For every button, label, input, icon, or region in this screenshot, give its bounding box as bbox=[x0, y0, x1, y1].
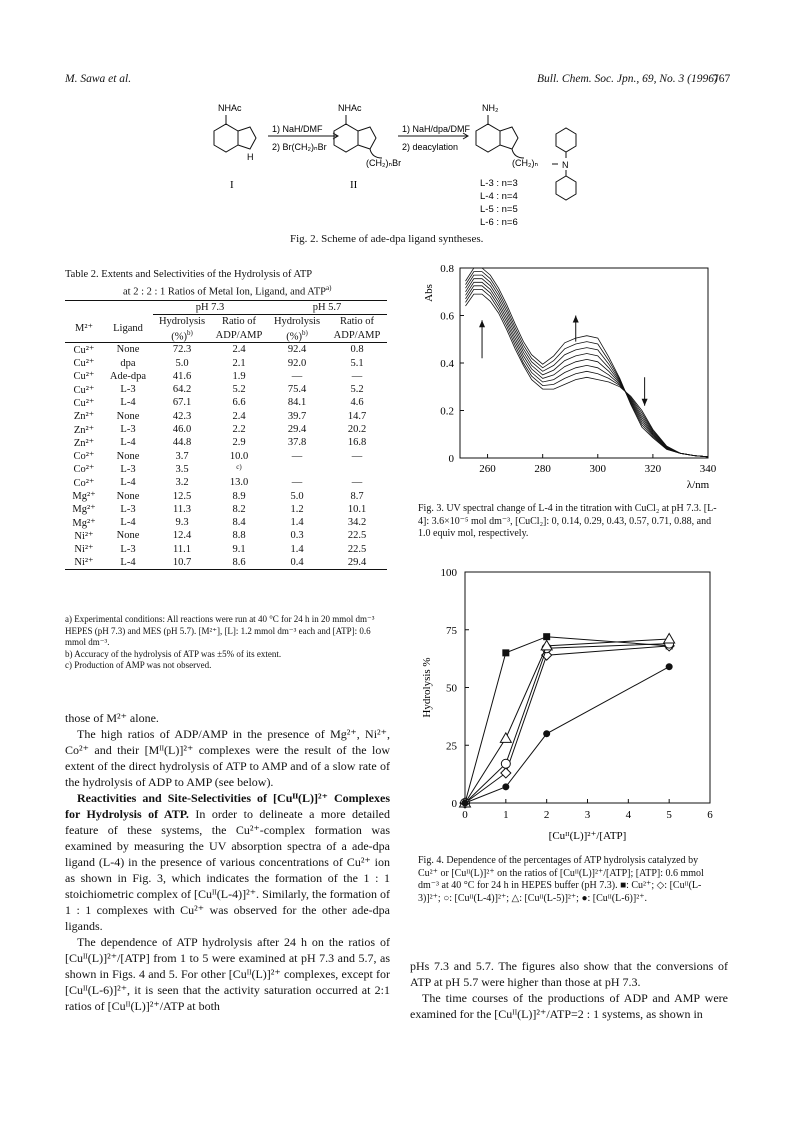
table2-hyd-unit-73: (%) bbox=[171, 331, 187, 343]
table-cell: L-3 bbox=[120, 503, 136, 515]
table-row bbox=[65, 463, 387, 476]
fig3-xtick-label: 340 bbox=[699, 463, 717, 475]
table-cell: 8.7 bbox=[350, 490, 364, 502]
table-cell: 42.3 bbox=[172, 410, 192, 422]
scheme-drawing bbox=[190, 96, 630, 231]
table-cell: 29.4 bbox=[287, 424, 307, 436]
table-cell: — bbox=[291, 477, 303, 489]
fig4-caption: Fig. 4. Dependence of the percentages of ATP hydrolysis catalyzed by Cu²⁺ or [Cuᴵᴵ(L)]²⁺ on the ratios of [Cuᴵᴵ(L)]²⁺/[ATP]; [ATP]: 0.6 mmol dm⁻³ at 40 °C for 24 h in HEPES buffer (pH 7.3). ■: Cu²⁺; ◇: [Cuᴵᴵ(L-3)]²⁺; ○: [Cuᴵᴵ(L-4)]²⁺; △: [Cuᴵᴵ(L-5)]²⁺; ●: [Cuᴵᴵ(L-6)]²⁺. bbox=[418, 855, 704, 904]
running-header-authors: M. Sawa et al. bbox=[65, 73, 132, 85]
table-cell: 8.9 bbox=[232, 490, 246, 502]
fig4-chart bbox=[410, 562, 735, 852]
table-row bbox=[65, 396, 387, 409]
table-row bbox=[65, 449, 387, 462]
table-cell: Ni²⁺ bbox=[74, 544, 94, 556]
section-heading: Reactivities and Site-Selectivities of [Cuᴵᴵ(L)]²⁺ Complexes for Hydrolysis of ATP. bbox=[65, 791, 390, 821]
table2-col-ratio2-57: ADP/AMP bbox=[333, 329, 381, 341]
table-row bbox=[65, 370, 387, 383]
fig4-xtick-label: 0 bbox=[462, 809, 468, 821]
fig3-chart bbox=[410, 258, 735, 498]
fig4-xlabel: [Cuᴵᴵ(L)]²⁺/[ATP] bbox=[548, 830, 627, 842]
table-cell: — bbox=[351, 450, 363, 462]
table-cell: Cu²⁺ bbox=[73, 344, 95, 356]
table-cell: Cu²⁺ bbox=[73, 371, 95, 383]
table-row bbox=[65, 410, 387, 423]
table-cell: 3.5 bbox=[175, 463, 189, 475]
table2-grid bbox=[65, 301, 387, 569]
fig3-series-line bbox=[466, 272, 709, 457]
table-cell: 20.2 bbox=[347, 424, 367, 436]
table2-group-ph57: pH 5.7 bbox=[267, 301, 387, 315]
table-cell: 44.8 bbox=[172, 437, 192, 449]
fig4-marker-filled-circle bbox=[543, 730, 550, 737]
table-cell: Zn²⁺ bbox=[73, 424, 95, 436]
table2-title-line1: Table 2. Extents and Selectivities of the Hydrolysis of ATP bbox=[65, 269, 313, 280]
table-row bbox=[65, 503, 387, 516]
table2-col-hyd-57: Hydrolysis bbox=[273, 316, 321, 328]
table2-body bbox=[65, 343, 387, 570]
table2-col-ratio-73: Ratio of bbox=[221, 316, 257, 328]
table-cell: None bbox=[116, 530, 140, 542]
table-cell: c) bbox=[236, 462, 242, 471]
table2-col-ratio2-73: ADP/AMP bbox=[215, 329, 263, 341]
table-cell: None bbox=[116, 450, 140, 462]
fig3-xtick-label: 320 bbox=[644, 463, 662, 475]
table-cell: 41.6 bbox=[172, 370, 192, 382]
table2-title-sup: a) bbox=[325, 283, 332, 292]
table2-group-ph73: pH 7.3 bbox=[153, 301, 267, 315]
body-para-2-text: In order to delineate a more detailed feature of these systems, the Cu²⁺-complex formation was examined by measuring the UV absorption spectra of a ade-dpa ligand (L-4) in the presence of various concentrations of Cu²⁺ ion as shown in Fig. 3, which indicates the formation of the 1 : 1 stoichiometric complex of [Cuᴵᴵ(L-4)]²⁺. Similarly, the formation of 1 : 1 complexes with Cu²⁺ was observed for the other ade-dpa ligands. bbox=[65, 807, 391, 933]
table-cell: 2.2 bbox=[232, 424, 246, 436]
table-cell: 5.1 bbox=[350, 357, 364, 369]
table-cell: — bbox=[291, 370, 303, 382]
scheme-nh2: NH₂ bbox=[482, 103, 499, 113]
right-column-text bbox=[410, 958, 728, 1022]
scheme-ligand-l4: L-4 : n=4 bbox=[480, 191, 518, 202]
fig4-marker-square bbox=[502, 649, 509, 656]
table-cell: 10.7 bbox=[172, 556, 192, 568]
table-row bbox=[65, 436, 387, 449]
table-cell: 5.2 bbox=[350, 384, 364, 396]
table-cell: 12.4 bbox=[172, 530, 192, 542]
table-cell: L-4 bbox=[120, 517, 136, 529]
table-cell: 5.0 bbox=[290, 490, 304, 502]
fig4-ytick-label: 50 bbox=[446, 682, 457, 695]
table-cell: Mg²⁺ bbox=[72, 504, 96, 516]
table-cell: 11.1 bbox=[173, 543, 191, 555]
table-cell: 4.6 bbox=[350, 397, 364, 409]
fig4-series-line bbox=[465, 637, 669, 803]
fig3-arrow-up-1-head bbox=[479, 320, 485, 327]
table2-col-ratio-57: Ratio of bbox=[339, 316, 375, 328]
table2-footnotes bbox=[65, 614, 387, 672]
table-cell: 75.4 bbox=[287, 384, 307, 396]
table-row bbox=[65, 556, 387, 569]
fig3-ytick-label: 0 bbox=[448, 453, 454, 465]
fig4-marker-triangle bbox=[664, 633, 675, 643]
table-cell: 0.8 bbox=[350, 344, 364, 356]
fig4-marker-diamond bbox=[501, 768, 511, 778]
scheme-nhac-2: NHAc bbox=[338, 103, 362, 113]
table-cell bbox=[267, 463, 327, 476]
table-cell: L-3 bbox=[120, 463, 136, 475]
table-cell: Mg²⁺ bbox=[72, 517, 96, 529]
table2-hyd-unit-57: (%) bbox=[286, 331, 302, 343]
table-cell: 84.1 bbox=[287, 397, 307, 409]
scheme-ligand-l5: L-5 : n=5 bbox=[480, 204, 518, 215]
table-cell: 2.4 bbox=[232, 410, 246, 422]
fig4-marker-filled-circle bbox=[666, 663, 673, 670]
table-cell: 37.8 bbox=[287, 437, 307, 449]
table2-footnote-a: a) Experimental conditions: All reactions were run at 40 °C for 24 h in 20 mmol dm⁻³ HEPES (pH 7.3) and MES (pH 5.7). [M²⁺], [L]: 1.2 mmol dm⁻³ each and [ATP]: 0.6 mmol dm⁻³. bbox=[65, 614, 375, 647]
fig4-series-line bbox=[465, 644, 669, 803]
table-cell: Co²⁺ bbox=[73, 477, 95, 489]
table-row bbox=[65, 476, 387, 489]
fig3-ytick-label: 0.6 bbox=[440, 310, 454, 323]
table-cell: 8.2 bbox=[232, 503, 246, 515]
fig4-ylabel: Hydrolysis % bbox=[421, 657, 433, 718]
table-cell: 10.1 bbox=[347, 503, 367, 515]
fig4-ytick-label: 0 bbox=[451, 798, 457, 810]
scheme-h: H bbox=[247, 152, 254, 162]
table-cell: Ade-dpa bbox=[109, 370, 147, 382]
body-para-1: The high ratios of ADP/AMP in the presence of Mg²⁺, Ni²⁺, Co²⁺ and their [Mᴵᴵ(L)]²⁺ complexes were the result of the low extent of the direct hydrolysis of ATP to AMP and of a slow rate of the hydrolysis of ADP to AMP (see below). bbox=[65, 727, 390, 789]
table-cell: 14.7 bbox=[347, 410, 367, 422]
table2-col-ligand: Ligand bbox=[113, 322, 143, 334]
fig3-ylabel: Abs bbox=[423, 284, 435, 302]
table-cell: — bbox=[291, 450, 303, 462]
fig4-ytick-label: 75 bbox=[446, 624, 457, 637]
table-cell: 29.4 bbox=[347, 556, 367, 568]
scheme-step2a: 1) NaH/dpa/DMF bbox=[402, 124, 471, 134]
table-cell: 13.0 bbox=[229, 477, 249, 489]
fig4-marker-square bbox=[543, 633, 550, 640]
table2-title-line2 bbox=[65, 282, 385, 299]
table-cell: 2.1 bbox=[232, 357, 246, 369]
table-cell: Co²⁺ bbox=[73, 451, 95, 463]
fig4-marker-triangle bbox=[500, 733, 511, 743]
table-cell: 3.2 bbox=[175, 477, 189, 489]
table2-col-hyd-73: Hydrolysis bbox=[158, 316, 206, 328]
body-para-0: those of M²⁺ alone. bbox=[65, 711, 159, 725]
table2-hyd-sup-57: b) bbox=[301, 328, 308, 337]
table-cell: L-4 bbox=[120, 397, 136, 409]
fig3-series-line bbox=[466, 282, 709, 457]
table-cell: 92.0 bbox=[287, 357, 307, 369]
fig3-xlabel: λ/nm bbox=[686, 479, 710, 491]
table-row bbox=[65, 343, 387, 357]
table-row bbox=[65, 529, 387, 542]
fig4-xtick-label: 4 bbox=[625, 809, 632, 821]
table-cell: Co²⁺ bbox=[73, 464, 95, 476]
fig4-series-line bbox=[465, 639, 669, 803]
table-cell: 2.4 bbox=[232, 344, 246, 356]
fig3-series-line bbox=[466, 294, 709, 457]
fig3-xtick-label: 300 bbox=[589, 463, 607, 475]
table-cell: 3.7 bbox=[175, 450, 189, 462]
table-cell: 5.0 bbox=[175, 357, 189, 369]
fig2-caption: Fig. 2. Scheme of ade-dpa ligand syntheses. bbox=[290, 233, 484, 245]
table2-col-metal: M²⁺ bbox=[74, 323, 94, 335]
fig4-xtick-label: 2 bbox=[543, 809, 550, 821]
fig4-marker-open-circle bbox=[501, 759, 510, 768]
table-cell: — bbox=[351, 370, 363, 382]
fig4-ytick-label: 25 bbox=[446, 740, 457, 753]
fig4-svg bbox=[410, 562, 735, 852]
table-cell: L-4 bbox=[120, 556, 136, 568]
table2-footnote-c: c) Production of AMP was not observed. bbox=[65, 660, 212, 670]
fig3-ytick-label: 0.8 bbox=[440, 263, 454, 275]
table-cell: Cu²⁺ bbox=[73, 397, 95, 409]
table-cell: 0.3 bbox=[290, 530, 304, 542]
table-cell: 34.2 bbox=[347, 517, 367, 529]
scheme-nhac-1: NHAc bbox=[218, 103, 242, 113]
fig3-arrow-down-head bbox=[642, 399, 648, 406]
table-cell: dpa bbox=[120, 357, 136, 369]
scheme-chain: (CH₂)ₙ bbox=[512, 158, 539, 168]
table2-title bbox=[65, 268, 385, 299]
table-cell: 46.0 bbox=[172, 424, 192, 436]
fig4-series-line bbox=[465, 667, 669, 803]
running-header-page: 767 bbox=[713, 73, 731, 85]
fig3-ytick-label: 0.4 bbox=[440, 358, 454, 370]
left-column-text bbox=[65, 710, 390, 1014]
table-cell: None bbox=[116, 410, 140, 422]
fig4-xtick-label: 5 bbox=[666, 809, 672, 821]
scheme-ligand-l3: L-3 : n=3 bbox=[480, 178, 518, 189]
scheme-chain-br: (CH₂)ₙBr bbox=[366, 158, 402, 168]
table2-col-hyd-unit-73 bbox=[153, 329, 211, 343]
table-cell: L-4 bbox=[120, 477, 136, 489]
table2-title-line2-text: at 2 : 2 : 1 Ratios of Metal Ion, Ligand, and ATP bbox=[123, 286, 326, 297]
table-cell: 1.4 bbox=[290, 543, 304, 555]
fig3-ytick-label: 0.2 bbox=[440, 405, 454, 418]
table2-hyd-sup-73: b) bbox=[186, 328, 193, 337]
table-cell: L-3 bbox=[120, 424, 136, 436]
table-cell: 9.3 bbox=[175, 517, 189, 529]
table-cell: 39.7 bbox=[287, 410, 307, 422]
fig3-svg bbox=[410, 258, 735, 498]
table-cell bbox=[327, 463, 387, 476]
scheme-compound-1: I bbox=[230, 179, 234, 191]
table-cell: 2.9 bbox=[232, 437, 246, 449]
table-cell: Zn²⁺ bbox=[73, 411, 95, 423]
fig3-arrow-up-2-head bbox=[573, 316, 579, 323]
right-para-2: The time courses of the productions of ADP and AMP were examined for the [Cuᴵᴵ(L)]²⁺/ATP=2 : 1 systems, as shown in bbox=[410, 991, 728, 1021]
body-para-2 bbox=[65, 790, 390, 934]
table-row bbox=[65, 383, 387, 396]
table-cell: 1.4 bbox=[290, 517, 304, 529]
table-row bbox=[65, 356, 387, 369]
scheme-step2b: 2) deacylation bbox=[402, 142, 459, 152]
scheme-compound-2: II bbox=[350, 179, 358, 191]
scheme-ligand-l6: L-6 : n=6 bbox=[480, 217, 518, 228]
table-cell: 10.0 bbox=[229, 450, 249, 462]
table-cell: 8.8 bbox=[232, 530, 246, 542]
table2-col-hyd-unit-57 bbox=[267, 329, 327, 343]
fig4-plot-frame bbox=[465, 572, 710, 803]
table-cell: 16.8 bbox=[347, 437, 367, 449]
table-cell: 8.4 bbox=[232, 517, 246, 529]
table2-footnote-b: b) Accuracy of the hydrolysis of ATP was ±5% of its extent. bbox=[65, 648, 282, 659]
table-cell: None bbox=[116, 490, 140, 502]
table-cell: None bbox=[116, 344, 140, 356]
table-cell: 67.1 bbox=[172, 397, 192, 409]
table-cell: 6.6 bbox=[232, 397, 246, 409]
scheme-step1a: 1) NaH/DMF bbox=[272, 124, 323, 134]
table-cell: Mg²⁺ bbox=[72, 491, 96, 502]
fig3-series-line bbox=[466, 275, 709, 457]
table-cell: 72.3 bbox=[172, 344, 192, 356]
table-cell: Cu²⁺ bbox=[73, 384, 95, 396]
scheme-n: N bbox=[562, 160, 569, 170]
table-cell: 22.5 bbox=[347, 543, 367, 555]
table-cell: 22.5 bbox=[347, 530, 367, 542]
table-cell: L-3 bbox=[120, 543, 136, 555]
table-row bbox=[65, 516, 387, 529]
table-cell: Cu²⁺ bbox=[73, 358, 95, 370]
table-cell: 0.4 bbox=[290, 556, 304, 568]
table-cell: 64.2 bbox=[172, 384, 192, 396]
fig4-xtick-label: 3 bbox=[584, 809, 591, 821]
scheme-figure bbox=[190, 96, 630, 231]
table-cell: 8.6 bbox=[232, 556, 246, 568]
fig4-marker-filled-circle bbox=[502, 783, 509, 790]
fig4-marker-filled-circle bbox=[462, 800, 469, 807]
table-cell: 9.1 bbox=[232, 543, 246, 555]
running-header-journal: Bull. Chem. Soc. Jpn., 69, No. 3 (1996) bbox=[537, 73, 718, 85]
table-row bbox=[65, 489, 387, 502]
table-cell: Ni²⁺ bbox=[74, 557, 94, 569]
table-cell: 5.2 bbox=[232, 384, 246, 396]
fig4-ytick-label: 100 bbox=[440, 567, 457, 579]
table-cell: 12.5 bbox=[172, 490, 192, 502]
fig3-series-line bbox=[466, 289, 709, 456]
table-cell: — bbox=[351, 477, 363, 489]
table-cell: 1.2 bbox=[290, 503, 304, 515]
fig3-caption: Fig. 3. UV spectral change of L-4 in the titration with CuCl₂ at pH 7.3. [L-4]: 3.6×10⁻⁵ mol dm⁻³, [CuCl₂]: 0, 0.14, 0.29, 0.43, 0.57, 0.71, 0.88, and 1.0 equiv mol, respectively. bbox=[418, 503, 717, 539]
fig3-series-line bbox=[466, 279, 709, 457]
table-cell: L-3 bbox=[120, 384, 136, 396]
fig3-xtick-label: 280 bbox=[534, 463, 551, 475]
fig4-xtick-label: 1 bbox=[503, 809, 509, 821]
table-cell: 92.4 bbox=[287, 344, 307, 356]
scheme-step1b: 2) Br(CH₂)ₙBr bbox=[272, 142, 327, 152]
table-row bbox=[65, 543, 387, 556]
table2 bbox=[65, 300, 387, 570]
right-para-1: pHs 7.3 and 5.7. The figures also show that the conversions of ATP at pH 5.7 were higher than those at pH 7.3. bbox=[410, 959, 728, 989]
body-para-3: The dependence of ATP hydrolysis after 24 h on the ratios of [Cuᴵᴵ(L)]²⁺/[ATP] from 1 to 5 were examined at pH 7.3 and 5.7, as shown in Figs. 4 and 5. For other [Cuᴵᴵ(L)]²⁺ complexes, except for [Cuᴵᴵ(L-6)]²⁺, it is seen that the activity saturation occurred at 2:1 ratios of [Cuᴵᴵ(L)]²⁺/ATP at both bbox=[65, 935, 390, 1013]
table-row bbox=[65, 423, 387, 436]
fig4-series-line bbox=[465, 646, 669, 803]
fig4-xtick-label: 6 bbox=[707, 809, 713, 821]
fig3-series-line bbox=[466, 268, 709, 457]
table-cell: Ni²⁺ bbox=[74, 530, 94, 542]
fig3-xtick-label: 260 bbox=[479, 463, 496, 475]
table-cell: 1.9 bbox=[232, 370, 246, 382]
table-cell: Zn²⁺ bbox=[73, 437, 95, 449]
table-cell: L-4 bbox=[120, 437, 136, 449]
table-cell: 11.3 bbox=[173, 503, 191, 515]
